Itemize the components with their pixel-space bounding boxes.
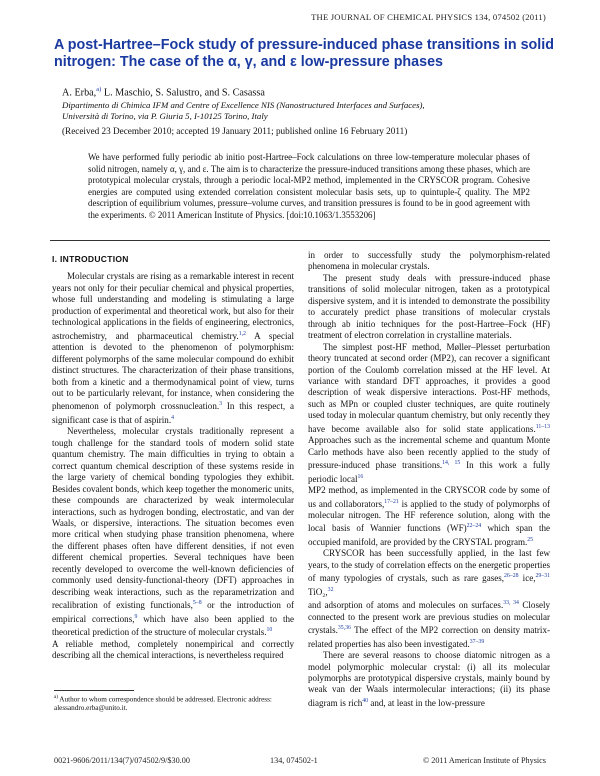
- footnote-mark: a): [54, 695, 58, 700]
- citation-ref[interactable]: 25: [527, 536, 534, 543]
- footer-issn: 0021-9606/2011/134(7)/074502/9/$30.00: [54, 756, 190, 765]
- body-paragraph: [308, 273, 550, 342]
- affiliation: [62, 100, 542, 122]
- author-rest: L. Maschio, S. Salustro, and S. Casassa: [101, 87, 265, 99]
- received-dates: (Received 23 December 2010; accepted 19 January 2011; published online 16 February 2011): [62, 126, 408, 136]
- abstract: We have performed fully periodic ab initio post-Hartree–Fock calculations on three low-temperature molecular phases of solid nitrogen, namely α, γ, and ε. The aim is to characterize the pressure-induced transitions among these phases, which are prototypical molecular crystals, through a periodic local-MP2 method, implemented in the CRYSCOR program. Cohesive energies are computed using extended correlation consistent molecular basis sets, up to quintuple-ζ quality. The MP2 description of equilibrium volumes, pressure–volume curves, and transition pressures is found to be in good agreement with the experiments. © 2011 American Institute of Physics. [doi:10.1063/1.3553206]: [88, 152, 530, 220]
- citation-ref[interactable]: 16: [357, 473, 364, 480]
- citation-ref[interactable]: 10: [266, 627, 273, 634]
- paragraph-text: and, at least in the low-pressure: [368, 697, 485, 708]
- paragraph-text: CRYSCOR has been successfully applied, in the last few years, to the study of correlation effects on the energetic properties of many typologies of crystals, such as rare gases,: [308, 548, 550, 584]
- footnote-text: Author to whom correspondence should be addressed. Electronic address: alessandro.erba@unito.it.: [54, 695, 272, 713]
- footnote-divider: [54, 690, 134, 691]
- title-line: nitrogen: The case of the α, γ, and ε low-pressure phases: [54, 54, 443, 70]
- citation-ref[interactable]: 37–39: [469, 638, 485, 645]
- body-paragraph: [308, 650, 550, 709]
- body-paragraph: [52, 639, 294, 662]
- body-paragraph: [308, 485, 550, 548]
- citation-ref[interactable]: 26–28: [504, 573, 519, 580]
- body-paragraph: [308, 250, 550, 273]
- paragraph-text: In this respect, a significant case is that of aspirin.: [52, 401, 294, 425]
- footnote: [54, 693, 294, 713]
- affiliation-line: Università di Torino, via P. Giuria 5, I-10125 Torino, Italy: [62, 111, 268, 121]
- paragraph-text: A reliable method, completely nonempirical and correctly describing all the chemical interactions, is nevertheless required: [52, 638, 294, 661]
- citation-ref[interactable]: 40: [362, 697, 369, 704]
- paragraph-text: ice,: [518, 573, 536, 584]
- paragraph-text: TiO₂,: [308, 586, 328, 597]
- citation-ref[interactable]: 1,2: [238, 330, 246, 337]
- paragraph-text: The effect of the MP2 correction on density matrix-related properties has also been investigated.: [308, 625, 550, 649]
- citation-ref[interactable]: 9: [134, 613, 138, 620]
- body-paragraph: [308, 548, 550, 598]
- abstract-divider: [50, 240, 550, 241]
- citation-ref[interactable]: 17–21: [384, 498, 399, 505]
- author-main: A. Erba,: [62, 87, 97, 99]
- body-paragraph: [308, 598, 550, 650]
- paragraph-text: Molecular crystals are rising as a remarkable interest in recent years not only for their peculiar chemical and physical properties, whose full understanding and modeling is stimulating a large production of experimental and theoretical work, but also for their technological applications in the fields of engineering, electronics, astrochemistry, and pharmaceutical chemistry.: [52, 271, 294, 341]
- citation-ref[interactable]: 35,36: [337, 625, 351, 632]
- footer-page-number: 134, 074502-1: [270, 756, 318, 765]
- right-column: [308, 250, 550, 709]
- citation-ref[interactable]: 3: [219, 401, 223, 408]
- body-paragraph: [308, 342, 550, 485]
- paragraph-text: and adsorption of atoms and molecules on surfaces.: [308, 600, 504, 611]
- affiliation-line: Dipartimento di Chimica IFM and Centre of Excellence NIS (Nanostructured Interfaces and Surfaces),: [62, 100, 425, 110]
- paper-title: [54, 37, 554, 71]
- paragraph-text: The present study deals with pressure-induced phase transitions of solid molecular nitrogen, taken as a prototypical dispersive system, and it is intended to demonstrate the possibility to accurately predict phase transitions of molecular crystals through ab initio techniques for the post-Hartree–Fock (HF) treatment of electron correlation in crystalline materials.: [308, 272, 550, 341]
- citation-ref[interactable]: 4: [171, 414, 174, 421]
- paragraph-text: which span the occupied manifold, are provided by the CRYSTAL program.: [308, 523, 551, 547]
- paragraph-text: is applied to the study of polymorphs of molecular nitrogen. The HF reference solution, along with the local basis of Wannier functions (WF): [308, 498, 550, 534]
- section-heading: I. INTRODUCTION: [52, 254, 129, 264]
- paragraph-text: Closely connected to the present work are previous studies on molecular crystals.: [308, 600, 551, 636]
- paragraph-text: The simplest post-HF method, Møller–Plesset perturbation theory truncated at second order (MP2), can recover a significant portion of the Coulomb correlation missed at the HF level. At variance with standard DFT approaches, it provides a good description of weak dispersive interactions. Post-HF methods, such as MPn or coupled cluster techniques, are quite routinely used today in molecular quantum chemistry, but only recently they have become available also for solid state applications.: [308, 341, 550, 434]
- paragraph-text: which have also been applied to the theoretical prediction of the structure of molecular crystals.: [52, 613, 295, 638]
- paragraph-text: Nevertheless, molecular crystals traditionally represent a tough challenge for the standard tools of modern solid state quantum chemistry. The main difficulties in trying to obtain a correct quantum chemical description of these systems reside in the large variety of chemical bonding typologies they exhibit. Besides covalent bonds, which keep together the monomeric units, these compounds are characterized by weak intermolecular interactions, such as hydrogen bonding, electrostatic, and van der Waals, or dispersive, interactions. The situation becomes even more critical when studying phase transition phenomena, where the different phases often have different densities, if not even different chemical properties. Several techniques have been recently developed to overcome the well-known deficiencies of commonly used density-functional-theory (DFT) approaches in describing weak interactions, such as the reparametrization and recalibration of existing functionals,: [52, 426, 294, 611]
- running-head: THE JOURNAL OF CHEMICAL PHYSICS 134, 074502 (2011): [311, 12, 546, 22]
- citation-ref[interactable]: 33, 34: [503, 600, 519, 607]
- author-list: [62, 86, 265, 98]
- paragraph-text: in order to successfully study the polymorphism-related phenomena in molecular crystals.: [308, 250, 550, 272]
- paragraph-text: Approaches such as the incremental scheme and quantum Monte Carlo methods have also been recently applied to the study of pressure-induced phase transitions.: [308, 435, 550, 471]
- body-paragraph: [52, 271, 294, 426]
- left-column: [52, 254, 294, 662]
- paragraph-text: or the introduction of empirical corrections,: [52, 600, 294, 624]
- paragraph-text: MP2 method, as implemented in the CRYSCOR code by some of us and collaborators,: [308, 485, 550, 509]
- left-column-body: [52, 271, 294, 661]
- body-paragraph: [52, 426, 294, 638]
- citation-ref[interactable]: 5–8: [192, 600, 202, 607]
- citation-ref[interactable]: 11–13: [535, 423, 550, 430]
- citation-ref[interactable]: 29–31: [535, 573, 550, 580]
- citation-ref[interactable]: 14, 15: [442, 460, 461, 467]
- citation-ref[interactable]: 32: [327, 586, 334, 593]
- footer-copyright: © 2011 American Institute of Physics: [422, 756, 546, 765]
- title-line: A post-Hartree–Fock study of pressure-induced phase transitions in solid: [54, 37, 554, 53]
- paragraph-text: In this work a fully periodic local: [308, 460, 550, 484]
- paragraph-text: There are several reasons to choose diatomic nitrogen as a model polymorphic molecular crystal: (i) all its molecular polymorphs are prototypical dispersive crystals, mainly bound by weak van der Waals intermolecular interactions; (ii) its phase diagram is rich: [308, 650, 550, 708]
- author-footnote-mark[interactable]: a): [96, 86, 102, 93]
- paragraph-text: A special attention is devoted to the phenomenon of polymorphism: different polymorphs of the same molecular compound do exhibit distinct structures. The characterization of their phase transitions, both from a kinetic and a thermodynamical point of view, turns out to be particularly relevant, for instance, when considering the phenomenon of polymorph crossnucleation.: [52, 330, 294, 412]
- citation-ref[interactable]: 22–24: [466, 523, 482, 530]
